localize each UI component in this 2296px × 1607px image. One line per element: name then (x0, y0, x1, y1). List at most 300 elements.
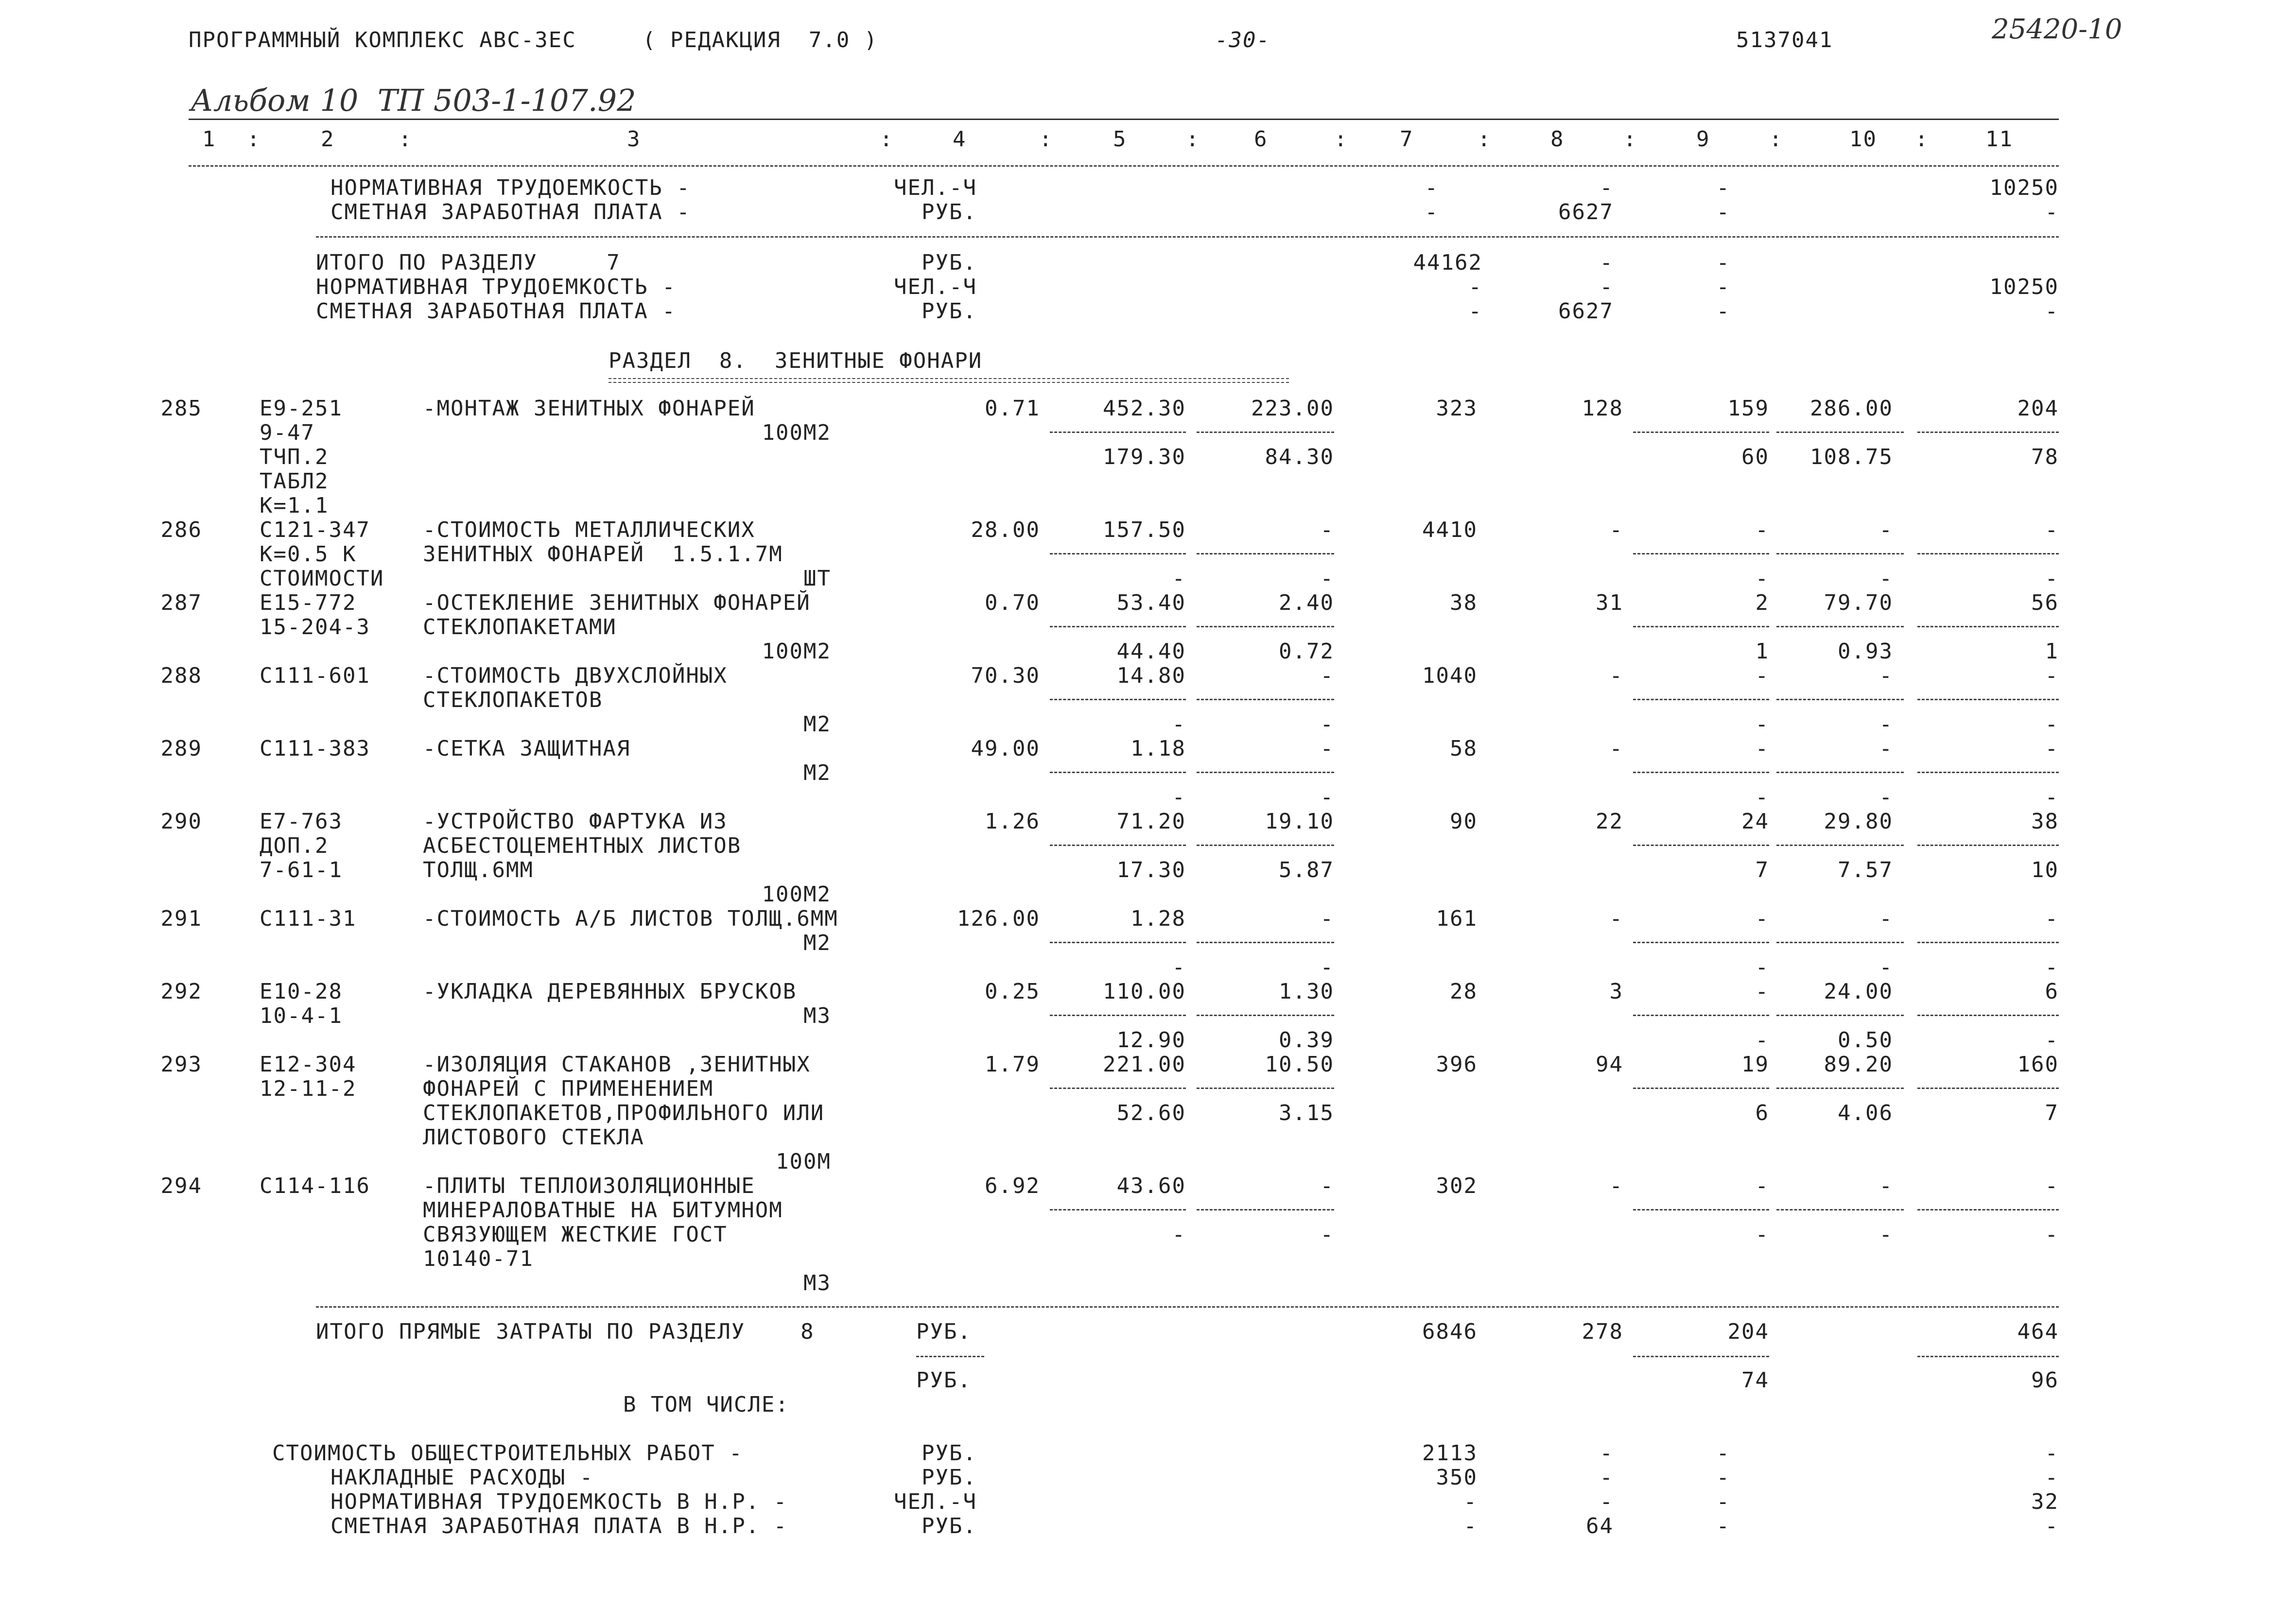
item-quantity: 70.30 (971, 663, 1040, 688)
summary-unit: ЧЕЛ.-Ч (894, 175, 977, 200)
item-name: -УКЛАДКА ДЕРЕВЯННЫХ БРУСКОВ (423, 979, 797, 1004)
item-unit: 100М2 (762, 882, 831, 907)
item-number: 291 (160, 906, 202, 931)
section-title-underline (609, 378, 1289, 383)
section-title: РАЗДЕЛ 8. ЗЕНИТНЫЕ ФОНАРИ (609, 348, 983, 373)
section-total-unit: РУБ. (922, 299, 977, 324)
item-col9: - (1755, 518, 1769, 542)
item-col10-sub: - (1879, 785, 1893, 810)
item-col5-sub: - (1172, 712, 1186, 737)
direct-total-col9-divider (1633, 1356, 1769, 1357)
item-name: СВЯЗУЮЩЕМ ЖЕСТКИЕ ГОСТ (423, 1222, 728, 1247)
column-separator: : (1039, 127, 1053, 152)
header-rule-bottom (189, 165, 2059, 167)
item-col8: 31 (1596, 590, 1623, 615)
item-unit: ШТ (803, 566, 831, 591)
item-quantity: 6.92 (985, 1174, 1040, 1198)
item-value-divider (1197, 1209, 1334, 1210)
item-col8: 3 (1609, 979, 1623, 1004)
column-header-7: 7 (1400, 127, 1414, 152)
item-col9: - (1755, 906, 1769, 931)
item-value-divider (1197, 626, 1334, 627)
item-col8: - (1609, 1174, 1623, 1198)
item-col10: 286.00 (1810, 396, 1893, 421)
item-number: 292 (160, 979, 202, 1004)
item-col6: 1.30 (1279, 979, 1334, 1004)
item-col10-sub: - (1879, 712, 1893, 737)
item-col8: 94 (1596, 1052, 1623, 1077)
item-code: ДОП.2 (260, 833, 329, 858)
column-separator: : (1915, 127, 1929, 152)
item-value-divider (1633, 626, 1769, 627)
breakdown-col9: - (1716, 1514, 1730, 1538)
item-value-divider (1776, 626, 1904, 627)
item-value-divider (1776, 942, 1904, 943)
column-header-9: 9 (1696, 127, 1710, 152)
summary-unit: РУБ. (922, 200, 977, 225)
item-col6-sub: 0.39 (1279, 1028, 1334, 1053)
item-col6: 223.00 (1251, 396, 1334, 421)
item-col11-sub: - (2045, 955, 2059, 980)
handwritten-album-label: Альбом 10 ТП 503-1-107.92 (191, 83, 636, 118)
item-unit: М3 (803, 1271, 831, 1296)
item-col5-sub: 52.60 (1116, 1101, 1186, 1125)
item-col11-sub: - (2045, 1028, 2059, 1053)
item-code: Е9-251 (260, 396, 343, 421)
item-col5-sub: - (1172, 785, 1186, 810)
item-col7: 302 (1436, 1174, 1478, 1198)
direct-total-col8: 278 (1582, 1319, 1623, 1344)
item-col10: 24.00 (1824, 979, 1893, 1004)
item-col11: 204 (2017, 396, 2059, 421)
item-col5-sub: 17.30 (1116, 858, 1186, 882)
item-value-divider (1050, 699, 1186, 700)
item-code: 7-61-1 (260, 858, 343, 882)
item-code: 12-11-2 (260, 1076, 357, 1101)
item-col9-sub: 1 (1755, 639, 1769, 664)
column-header-4: 4 (953, 127, 967, 152)
item-value-divider (1197, 772, 1334, 773)
item-col9-sub: - (1755, 955, 1769, 980)
item-col7: 4410 (1422, 518, 1478, 542)
item-col6-sub: 5.87 (1279, 858, 1334, 882)
item-value-divider (1633, 699, 1769, 700)
section-total-col11: 10250 (1989, 275, 2059, 299)
item-value-divider (1917, 699, 2059, 700)
summary-col9: - (1716, 175, 1730, 200)
item-col10: 89.20 (1824, 1052, 1893, 1077)
breakdown-col11: - (2045, 1514, 2059, 1538)
section-total-col9: - (1716, 299, 1730, 324)
item-col6-sub: 0.72 (1279, 639, 1334, 664)
item-value-divider (1633, 1209, 1769, 1210)
breakdown-col9: - (1716, 1489, 1730, 1514)
column-separator: : (1623, 127, 1637, 152)
item-unit: М2 (803, 760, 831, 785)
item-code: Е7-763 (260, 809, 343, 834)
item-value-divider (1776, 1209, 1904, 1210)
section-total-col7: - (1468, 275, 1482, 299)
item-col8: - (1609, 518, 1623, 542)
section-total-col7: 44162 (1413, 250, 1482, 275)
item-col7: 161 (1436, 906, 1478, 931)
breakdown-col7: 350 (1436, 1465, 1478, 1490)
summary-col7: - (1425, 200, 1439, 225)
item-quantity: 49.00 (971, 736, 1040, 761)
item-value-divider (1917, 845, 2059, 846)
program-title: ПРОГРАММНЫЙ КОМПЛЕКС АВС-3ЕС (189, 28, 576, 52)
item-col10: - (1879, 663, 1893, 688)
section-total-col11: - (2045, 299, 2059, 324)
item-name: СТЕКЛОПАКЕТОВ,ПРОФИЛЬНОГО ИЛИ (423, 1101, 825, 1125)
item-value-divider (1776, 1015, 1904, 1016)
item-col10-sub: 108.75 (1810, 445, 1893, 469)
item-value-divider (1197, 432, 1334, 433)
column-header-11: 11 (1985, 127, 2013, 152)
item-unit: М3 (803, 1003, 831, 1028)
summary-rule (316, 236, 2059, 238)
item-col10-sub: 7.57 (1838, 858, 1893, 882)
header-rule-top (189, 119, 2059, 120)
item-quantity: 0.25 (985, 979, 1040, 1004)
item-value-divider (1776, 553, 1904, 554)
item-col5: 43.60 (1116, 1174, 1186, 1198)
item-col8: - (1609, 663, 1623, 688)
item-col6: - (1320, 1174, 1334, 1198)
item-col9: - (1755, 979, 1769, 1004)
column-separator: : (1769, 127, 1783, 152)
item-col6-sub: - (1320, 712, 1334, 737)
item-col11-sub: - (2045, 1222, 2059, 1247)
item-value-divider (1633, 553, 1769, 554)
item-quantity: 1.79 (985, 1052, 1040, 1077)
item-number: 286 (160, 518, 202, 542)
item-col7: 58 (1450, 736, 1478, 761)
column-separator: : (247, 127, 261, 152)
item-value-divider (1917, 553, 2059, 554)
breakdown-col8: 64 (1586, 1514, 1614, 1538)
section-total-label: ИТОГО ПО РАЗДЕЛУ 7 (316, 250, 621, 275)
item-col11: - (2045, 1174, 2059, 1198)
item-number: 289 (160, 736, 202, 761)
item-code: 15-204-3 (260, 615, 370, 639)
item-col6: - (1320, 906, 1334, 931)
breakdown-col7: 2113 (1422, 1441, 1478, 1466)
item-col5: 14.80 (1116, 663, 1186, 688)
item-value-divider (1633, 772, 1769, 773)
item-col9: - (1755, 736, 1769, 761)
item-col5: 1.28 (1131, 906, 1186, 931)
item-col6-sub: - (1320, 955, 1334, 980)
item-name: -СТОИМОСТЬ МЕТАЛЛИЧЕСКИХ (423, 518, 755, 542)
item-value-divider (1050, 553, 1186, 554)
section-total-col7: - (1468, 299, 1482, 324)
direct-total-col9-sub: 74 (1741, 1368, 1769, 1393)
item-col10-sub: - (1879, 1222, 1893, 1247)
item-number: 293 (160, 1052, 202, 1077)
item-col5: 221.00 (1103, 1052, 1186, 1077)
item-name: -СТОИМОСТЬ ДВУХСЛОЙНЫХ (423, 663, 728, 688)
item-col9-sub: 7 (1755, 858, 1769, 882)
breakdown-unit: РУБ. (922, 1465, 977, 1490)
item-col9-sub: 6 (1755, 1101, 1769, 1125)
section-total-col9: - (1716, 250, 1730, 275)
edition-label: ( РЕДАКЦИЯ 7.0 ) (643, 28, 878, 52)
direct-total-unit-2: РУБ. (916, 1368, 972, 1393)
item-col10-sub: - (1879, 955, 1893, 980)
item-col6-sub: - (1320, 566, 1334, 591)
breakdown-col11: - (2045, 1441, 2059, 1466)
summary-col7: - (1425, 175, 1439, 200)
item-col5-sub: 12.90 (1116, 1028, 1186, 1053)
item-col6: - (1320, 518, 1334, 542)
column-header-3: 3 (627, 127, 641, 152)
item-col10-sub: 0.93 (1838, 639, 1893, 664)
item-col11-sub: 1 (2045, 639, 2059, 664)
item-code: Е12-304 (260, 1052, 357, 1077)
item-col11-sub: - (2045, 566, 2059, 591)
item-col7: 323 (1436, 396, 1478, 421)
item-value-divider (1050, 432, 1186, 433)
item-name: ЗЕНИТНЫХ ФОНАРЕЙ 1.5.1.7М (423, 542, 783, 567)
summary-col9: - (1716, 200, 1730, 225)
breakdown-unit: РУБ. (922, 1514, 977, 1538)
item-quantity: 0.70 (985, 590, 1040, 615)
item-col10: - (1879, 906, 1893, 931)
item-col9: 2 (1755, 590, 1769, 615)
item-number: 290 (160, 809, 202, 834)
item-code: К=1.1 (260, 493, 329, 518)
item-value-divider (1050, 1088, 1186, 1089)
item-unit: 100М (776, 1149, 831, 1174)
item-name: ФОНАРЕЙ С ПРИМЕНЕНИЕМ (423, 1076, 714, 1101)
item-value-divider (1197, 845, 1334, 846)
item-value-divider (1917, 1209, 2059, 1210)
item-col5-sub: 44.40 (1116, 639, 1186, 664)
item-col8: - (1609, 736, 1623, 761)
breakdown-col9: - (1716, 1465, 1730, 1490)
item-col7: 28 (1450, 979, 1478, 1004)
breakdown-col8: - (1600, 1441, 1614, 1466)
item-value-divider (1197, 942, 1334, 943)
item-name: -МОНТАЖ ЗЕНИТНЫХ ФОНАРЕЙ (423, 396, 755, 421)
item-value-divider (1050, 772, 1186, 773)
item-col11: - (2045, 663, 2059, 688)
item-value-divider (1050, 845, 1186, 846)
item-unit: 100М2 (762, 639, 831, 664)
item-col6: - (1320, 736, 1334, 761)
breakdown-col9: - (1716, 1441, 1730, 1466)
item-col6-sub: - (1320, 785, 1334, 810)
handwritten-doc-number: 25420-10 (1992, 14, 2122, 45)
item-value-divider (1917, 942, 2059, 943)
item-value-divider (1633, 845, 1769, 846)
item-quantity: 126.00 (957, 906, 1040, 931)
item-col5: 110.00 (1103, 979, 1186, 1004)
item-quantity: 0.71 (985, 396, 1040, 421)
item-col5: 1.18 (1131, 736, 1186, 761)
item-col9-sub: - (1755, 712, 1769, 737)
item-value-divider (1776, 432, 1904, 433)
item-col5: 71.20 (1116, 809, 1186, 834)
breakdown-unit: РУБ. (922, 1441, 977, 1466)
section-total-col9: - (1716, 275, 1730, 299)
section-total-col8: - (1600, 275, 1614, 299)
item-col10-sub: 4.06 (1838, 1101, 1893, 1125)
breakdown-label: НОРМАТИВНАЯ ТРУДОЕМКОСТЬ В Н.Р. - (330, 1489, 788, 1514)
column-header-5: 5 (1113, 127, 1127, 152)
item-value-divider (1633, 432, 1769, 433)
item-col9-sub: - (1755, 1222, 1769, 1247)
item-name: -ОСТЕКЛЕНИЕ ЗЕНИТНЫХ ФОНАРЕЙ (423, 590, 811, 615)
item-col11-sub: 10 (2031, 858, 2059, 882)
item-name: МИНЕРАЛОВАТНЫЕ НА БИТУМНОМ (423, 1198, 783, 1223)
item-col10: 79.70 (1824, 590, 1893, 615)
item-col9: 19 (1741, 1052, 1769, 1077)
item-col7: 90 (1450, 809, 1478, 834)
breakdown-col8: - (1600, 1489, 1614, 1514)
breakdown-col11: - (2045, 1465, 2059, 1490)
item-col11-sub: 78 (2031, 445, 2059, 469)
section-total-col8: 6627 (1558, 299, 1614, 324)
direct-total-label: ИТОГО ПРЯМЫЕ ЗАТРАТЫ ПО РАЗДЕЛУ 8 (316, 1319, 815, 1344)
item-name: -СЕТКА ЗАЩИТНАЯ (423, 736, 631, 761)
item-unit: М2 (803, 712, 831, 737)
breakdown-col11: 32 (2031, 1489, 2059, 1514)
item-name: ТОЛЩ.6ММ (423, 858, 534, 882)
item-code: Е15-772 (260, 590, 357, 615)
direct-total-col9: 204 (1727, 1319, 1769, 1344)
item-col11-sub: 7 (2045, 1101, 2059, 1125)
item-code: С111-383 (260, 736, 370, 761)
column-separator: : (1186, 127, 1200, 152)
item-code: С111-601 (260, 663, 370, 688)
item-code: К=0.5 К (260, 542, 357, 567)
column-separator: : (399, 127, 413, 152)
item-name: СТЕКЛОПАКЕТАМИ (423, 615, 617, 639)
section-total-col8: - (1600, 250, 1614, 275)
column-separator: : (880, 127, 894, 152)
item-value-divider (1633, 1015, 1769, 1016)
item-col11: 160 (2017, 1052, 2059, 1077)
section-total-label: НОРМАТИВНАЯ ТРУДОЕМКОСТЬ - (316, 275, 676, 299)
item-col6: 10.50 (1265, 1052, 1334, 1077)
item-name: АСБЕСТОЦЕМЕНТНЫХ ЛИСТОВ (423, 833, 742, 858)
item-value-divider (1197, 1088, 1334, 1089)
item-col11: 38 (2031, 809, 2059, 834)
item-quantity: 1.26 (985, 809, 1040, 834)
item-code: С111-31 (260, 906, 357, 931)
item-col6: 19.10 (1265, 809, 1334, 834)
summary-label: НОРМАТИВНАЯ ТРУДОЕМКОСТЬ - (330, 175, 691, 200)
breakdown-label: НАКЛАДНЫЕ РАСХОДЫ - (330, 1465, 594, 1490)
item-col5: 53.40 (1116, 590, 1186, 615)
summary-col8: - (1600, 175, 1614, 200)
item-number: 287 (160, 590, 202, 615)
item-quantity: 28.00 (971, 518, 1040, 542)
item-number: 288 (160, 663, 202, 688)
summary-col11: 10250 (1989, 175, 2059, 200)
item-col8: - (1609, 906, 1623, 931)
item-col9: - (1755, 663, 1769, 688)
item-col9: - (1755, 1174, 1769, 1198)
item-code: С121-347 (260, 518, 370, 542)
item-name: ЛИСТОВОГО СТЕКЛА (423, 1125, 644, 1150)
item-col8: 128 (1582, 396, 1623, 421)
item-col6: 2.40 (1279, 590, 1334, 615)
item-value-divider (1633, 942, 1769, 943)
item-number: 294 (160, 1174, 202, 1198)
direct-total-col11-divider (1917, 1356, 2059, 1357)
breakdown-col7: - (1463, 1514, 1478, 1538)
item-col5-sub: - (1172, 1222, 1186, 1247)
direct-total-unit: РУБ. (916, 1319, 972, 1344)
item-col11: 56 (2031, 590, 2059, 615)
item-col5: 452.30 (1103, 396, 1186, 421)
item-value-divider (1050, 626, 1186, 627)
item-number: 285 (160, 396, 202, 421)
item-col6: - (1320, 663, 1334, 688)
item-value-divider (1917, 626, 2059, 627)
column-separator: : (1334, 127, 1348, 152)
breakdown-label: СТОИМОСТЬ ОБЩЕСТРОИТЕЛЬНЫХ РАБОТ - (272, 1441, 743, 1466)
breakdown-col8: - (1600, 1465, 1614, 1490)
item-col11: - (2045, 736, 2059, 761)
item-col11-sub: - (2045, 785, 2059, 810)
item-col5-sub: - (1172, 955, 1186, 980)
item-value-divider (1633, 1088, 1769, 1089)
item-col7: 1040 (1422, 663, 1478, 688)
direct-total-unit-divider (916, 1356, 984, 1357)
item-code: ТЧП.2 (260, 445, 329, 469)
breakdown-unit: ЧЕЛ.-Ч (894, 1489, 977, 1514)
item-col7: 38 (1450, 590, 1478, 615)
item-code: 9-47 (260, 420, 315, 445)
item-value-divider (1917, 1015, 2059, 1016)
item-col9-sub: - (1755, 785, 1769, 810)
item-value-divider (1776, 845, 1904, 846)
summary-col11: - (2045, 200, 2059, 225)
item-col11: 6 (2045, 979, 2059, 1004)
direct-total-rule (316, 1306, 2059, 1308)
item-unit: 100М2 (762, 420, 831, 445)
item-col9: 24 (1741, 809, 1769, 834)
item-col11: - (2045, 518, 2059, 542)
item-value-divider (1050, 1015, 1186, 1016)
item-col9: 159 (1727, 396, 1769, 421)
item-value-divider (1917, 1088, 2059, 1089)
item-col10-sub: 0.50 (1838, 1028, 1893, 1053)
item-col9-sub: - (1755, 1028, 1769, 1053)
item-name: -ИЗОЛЯЦИЯ СТАКАНОВ ,ЗЕНИТНЫХ (423, 1052, 811, 1077)
item-col6-sub: 3.15 (1279, 1101, 1334, 1125)
item-value-divider (1776, 772, 1904, 773)
item-col11-sub: - (2045, 712, 2059, 737)
including-label: В ТОМ ЧИСЛЕ: (623, 1392, 789, 1417)
item-col10-sub: - (1879, 566, 1893, 591)
item-col9-sub: 60 (1741, 445, 1769, 469)
item-value-divider (1197, 1015, 1334, 1016)
direct-total-col7: 6846 (1422, 1319, 1478, 1344)
item-code: ТАБЛ2 (260, 469, 329, 494)
item-unit: М2 (803, 931, 831, 955)
item-col7: 396 (1436, 1052, 1478, 1077)
item-value-divider (1776, 1088, 1904, 1089)
direct-total-col11: 464 (2017, 1319, 2059, 1344)
document-code: 5137041 (1736, 28, 1833, 52)
item-name: -СТОИМОСТЬ А/Б ЛИСТОВ ТОЛЩ.6ММ (423, 906, 838, 931)
item-value-divider (1050, 1209, 1186, 1210)
